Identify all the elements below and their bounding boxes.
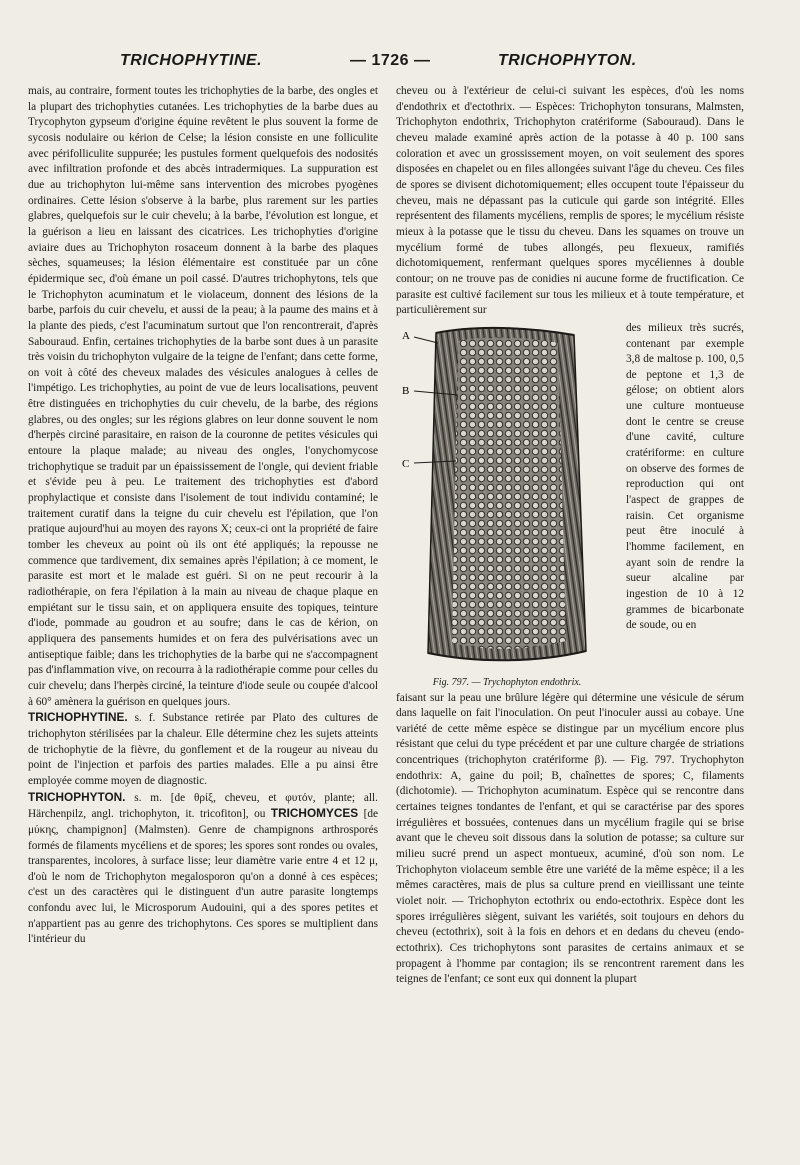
entry-headword: TRICHOPHYTON.: [28, 789, 126, 804]
right-column: [396, 84, 744, 988]
figure-illustration: [396, 321, 618, 671]
header-right-word: TRICHOPHYTON.: [498, 52, 637, 69]
running-header: [28, 52, 772, 78]
entry-text: s. m. [de θρίξ, cheveu, et φυτόν, plante; all. Härchenpilz, angl. trichophyton, it. tricofiton], ou: [28, 791, 378, 821]
entry-trichophyton: [28, 790, 378, 949]
figure-row: [396, 321, 744, 691]
header-left-word: TRICHOPHYTINE.: [120, 52, 263, 69]
figure-side-text: des milieux très sucrés, contenant par exemple 3,8 de maltose p. 100, 0,5 de peptone et 1,3 de gélose; on obtient alors une culture montueuse dont le centre se creuse d'une cavité, culture cratériforme: en culture on observe des formes de reproduction qui ont l'aspect de grappes de raisin. Cet organisme peut être inoculé à l'homme facilement, en ayant soin de rendre la sueur alcaline par ingestion de 10 à 12 grammes de bicarbonate de soude, ou en: [626, 321, 744, 632]
figure-caption: Fig. 797. — Trychophyton endothrix.: [432, 676, 582, 688]
page-number: — 1726 —: [350, 52, 431, 69]
entry-headword-alt: TRICHOMYCES: [270, 806, 359, 821]
entry-text: s. f. Substance retirée par Plato des cultures de trichophyton stérilisées par la chaleur. Elle détermine chez les sujets atteints de trichophytie de la fièvre, du gonflement et de la rougeur au niveau du point de l'injection et parfois des parties malades. Elle a pu ainsi être employée comme moyen de diagnostic.: [28, 712, 378, 787]
entry-text: [de μύκης, champignon] (Malmsten). Genre de champignons arthrosporés formés de filaments mycéliens et de spores; les spores sont rondes ou ovales, transparentes, incolores, à surface lisse; leur diamètre varie entre 4 et 12 μ, d'où le nom de Trichophyton megalosporon qu'on a donné à ces espèces; c'est un des caractères qui le distinguent d'un autre parasite longtemps confondu avec lui, le Microsporum Audouini, qui a des spores petites et n'appartient pas au genre des trichophytons. Ces spores se multiplient dans l'intérieur du: [28, 808, 379, 946]
paragraph-varieties: faisant sur la peau une brûlure légère qui détermine une vésicule de sérum dans laquelle on fait l'inoculation. On peut l'inoculer aussi au cobaye. Une variété de cette même espèce se distingue par un mycélium encore plus résistant que celui du type précédent et par une culture chargée de striations concentriques (trichophyton cratériforme β). — Fig. 797. Trychophyton endothrix: A, gaine du poil; B, chaînettes de spores; C, filaments (dichotomie). — Trichophyton acuminatum. Espèce qui se rencontre dans certaines teignes tondantes de l'enfant, et qui se caractérise par des spores irrégulières et bossuées, contenues dans un mycélium fragile qui se brise avant que le cheveu soit dissous dans la solution de potasse; sa culture sur milieu sucré prend un aspect montueux, acuminé, d'où son nom. Le Trichophyton violaceum semble être une variété de la même espèce; il a les mêmes caractères, mais de plus sa culture prend en vieillissant une teinte violet noir. — Trichophyton ectothrix ou endo-ectothrix. Espèce dont les spores irrégulières siègent, suivant les variétés, soit toujours en dehors du cheveu (ectothrix), soit à la fois en dehors et en dedans du cheveu (endo-ectothrix). Ces trichophytons sont parasites de certains animaux et se propagent à l'homme par contagion; ils se rencontrent rarement dans les teignes de l'enfant; ce sont eux qui donnent la plupart: [396, 691, 744, 986]
figure-label-a: [402, 330, 438, 343]
left-column: [28, 84, 378, 948]
figure-797: [396, 321, 618, 691]
entry-trichophytine: [28, 710, 378, 789]
svg-text:B: B: [402, 384, 410, 397]
svg-text:C: C: [402, 457, 410, 470]
entry-headword: TRICHOPHYTINE.: [28, 710, 128, 725]
paragraph-species: cheveu ou à l'extérieur de celui-ci suivant les espèces, d'où les noms d'endothrix et d'ectothrix. — Espèces: Trichophyton tonsurans, Malmsten, Trichophyton endothrix, Trichophyton cratériforme (Sabouraud). Dans le cheveu malade examiné après action de la potasse à 40 p. 100 sans coloration et avec un grossissement moyen, on voit seulement des spores disposées en chapelet ou en files allongées suivant l'âge du cheveu. Ces files de spores se divisent dichotomiquement; elles occupent toute l'épaisseur du cheveu, mais ne dépassant pas la cuticule qui garde son intégrité. Elles représentent des filaments mycéliens, remplis de spores; le mycélium résiste mieux à la potasse que le tissu du cheveu. Dans les squames on trouve un mycélium formé de tubes allongés, peu flexueux, ramifiés dichotomiquement, renfermant quelques spores mycéliennes à double contour; on ne trouve pas de conidies ni aucune forme de fructification. Ce parasite est cultivé facilement sur tous les milieux et à toute température, et particulièrement sur: [396, 85, 744, 317]
svg-text:A: A: [402, 329, 410, 342]
paragraph-trichophyties-treatment: mais, au contraire, forment toutes les trichophyties de la barbe, des ongles et la plupart des trichophyties cutanées. Les trichophyties de la barbe dues au Trycophyton gypseum d'origine équine revêtent le plus souvent la forme de sycosis nodulaire ou kérion de Celse; la lésion consiste en une folliculite avec périfolliculite suppurée; les pustules forment quelquefois des nodosités avec infiltration profonde et des abcès intradermiques. La suppuration est due au trichophyton lui-même sans intervention des microbes pyogènes ordinaires. Cette lésion s'observe à la barbe, plus rarement sur les parties glabres, quelquefois sur le cuir chevelu; à la barbe, l'évolution est longue, et la guérison a lieu en laissant des cicatrices. Les trichophyties d'origine aviaire dues au Trichophyton rosaceum donnent à la barbe des plaques sèches, squameuses; la lésion élémentaire est constituée par un cône épidermique sec, d'où émane un poil cassé. D'autres trichophytons, tels que le Trichophyton acuminatum et le violaceum, donnent des lésions de la barbe, parfois du cuir chevelu, et aussi de la peau; à la paume des mains et à la plante des pieds, c'est l'acuminatum surtout que l'on rencontrerait, d'après Sabouraud. Enfin, certaines trichophyties de la barbe sont dues à un parasite très voisin du trichophyton vulgaire de la teigne de l'enfant; dans cette forme, on voit à côté des cheveux malades des vésicules analogues à celles de l'impétigo. Les trichophyties, au point de vue de leurs localisations, peuvent être distinguées en trichophyties du cuir chevelu, de la barbe, des régions glabres, ou des ongles; sur les régions glabres on leur donne souvent le nom d'herpès circiné parasitaire, en raison de la couronne de petites vésicules qui entoure la plaque malade; au niveau des ongles, l'onychomycose trichophytique se traduit par un épaississement de l'ongle, qui devient friable et s'évide peu à peu. Le traitement des trichophyties est d'abord prophylactique et consiste dans l'isolement de tout individu contaminé; le traitement curatif dans la teigne du cuir chevelu est l'épilation, que l'on pratique aujourd'hui au moyen des rayons X; ceux-ci ont la propriété de faire tomber les cheveux au point où ils ont été appliqués; la repousse ne commence que tardivement, dix semaines après l'épilation; à ce moment, le parasite est mort et le malade est guéri. Si on ne peut recourir à la radiothérapie, on fera l'épilation à la main au niveau de chaque plaque en empiétant sur le tissu sain, et on appliquera ensuite des topiques, teinture d'iode, pommade au goudron et au soufre; dans le cas de kérion, on appliquera des pansements humides et on fera des pulvérisations avec un antiseptique faible; dans les trichophyties de la barbe qui ne s'accompagnent pas d'inflammation vive, on recourra à la radiothérapie comme pour celles du cuir chevelu; dans l'herpès circiné, la teinture d'iode seule ou coupée d'alcool à 60° amènera la guérison en quelques jours.: [28, 85, 378, 708]
